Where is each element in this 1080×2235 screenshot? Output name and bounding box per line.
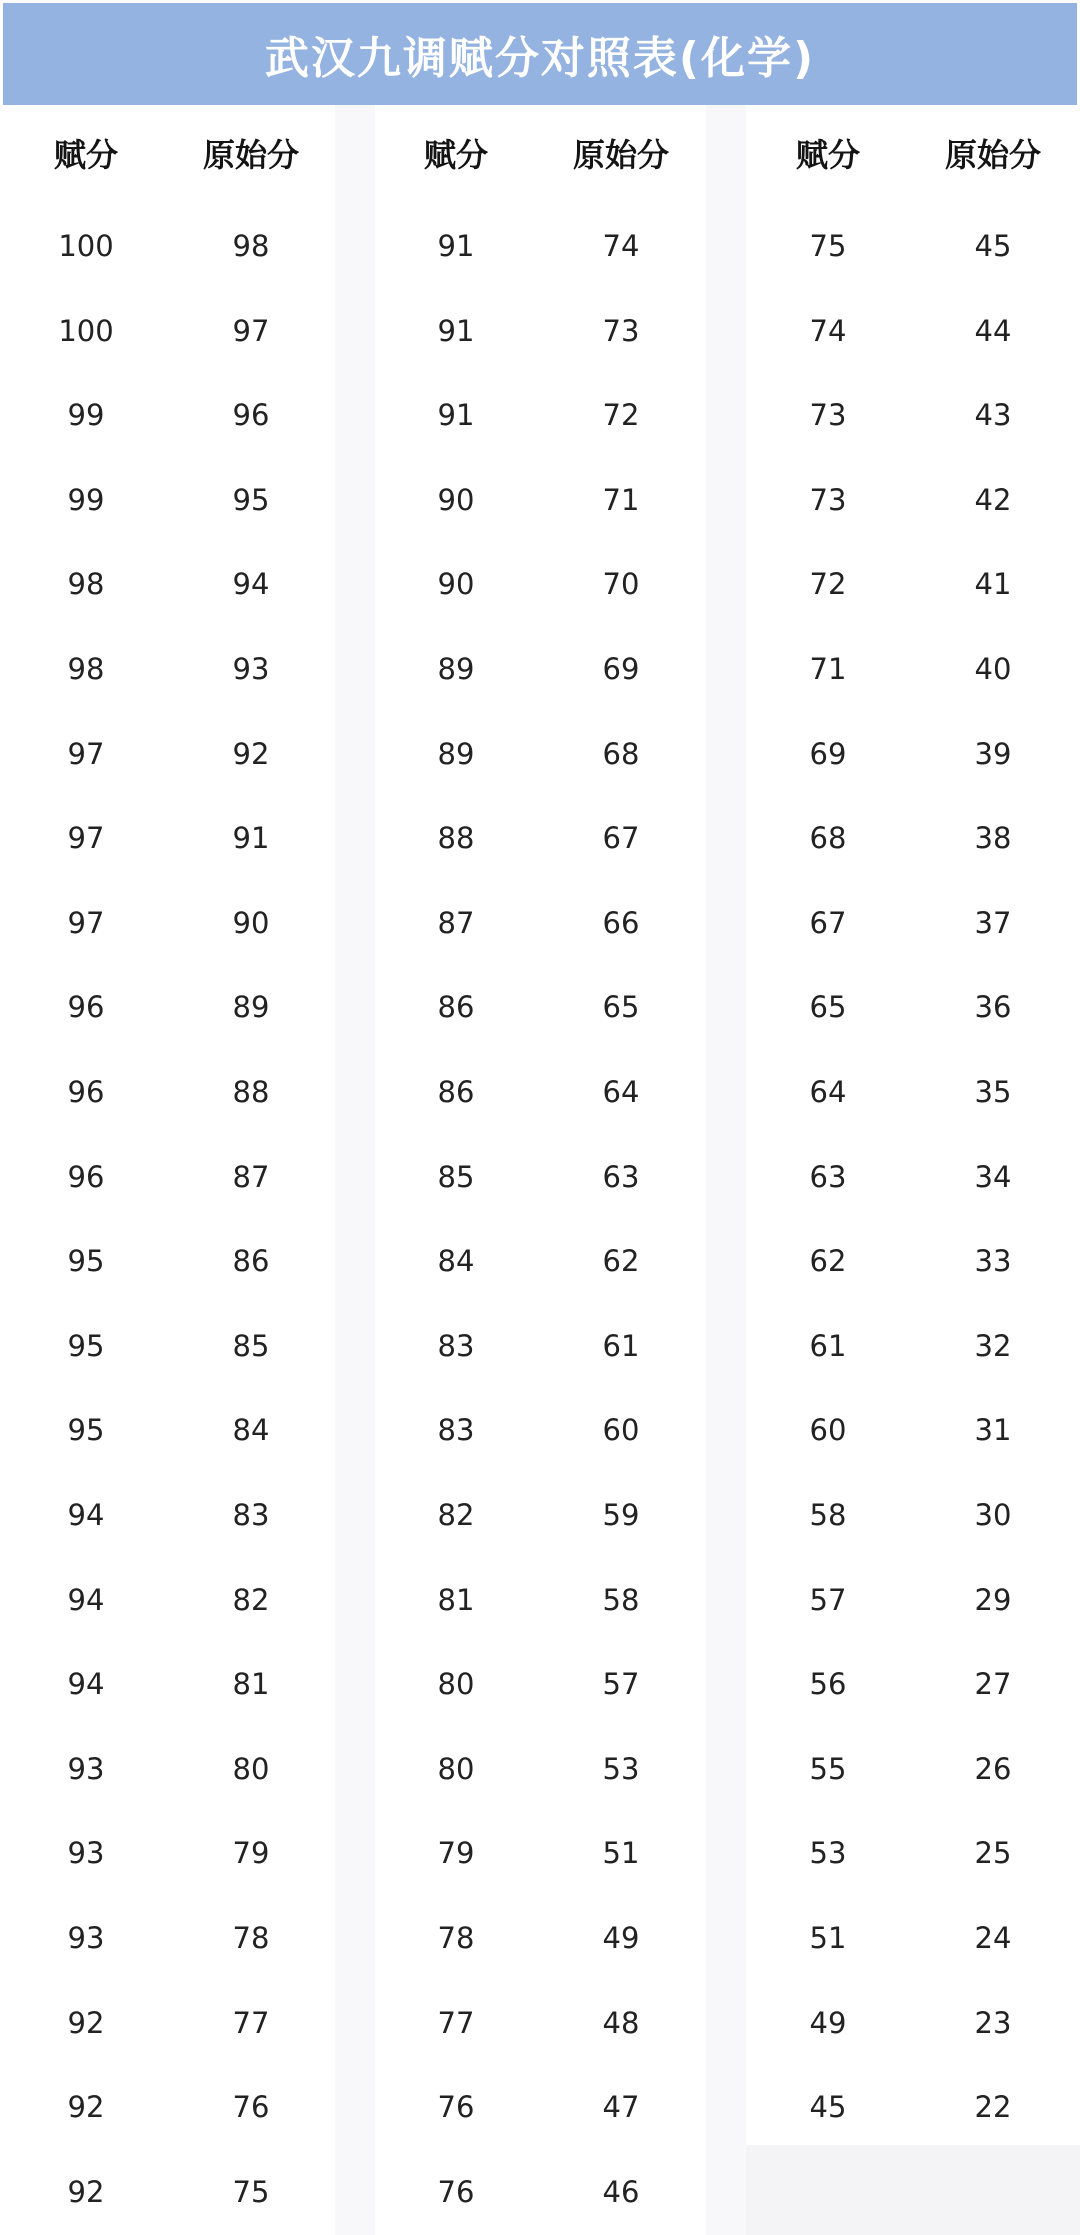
score-cell: 92 xyxy=(67,2006,105,2040)
raw-score-cell: 81 xyxy=(232,1667,270,1701)
raw-score-cell: 97 xyxy=(232,314,270,348)
score-cell: 90 xyxy=(437,567,475,601)
column-gutter xyxy=(706,105,746,2235)
score-cell: 94 xyxy=(67,1667,105,1701)
raw-score-cell: 74 xyxy=(602,229,640,263)
score-cell: 95 xyxy=(67,1413,105,1447)
raw-score-cell: 38 xyxy=(974,821,1012,855)
score-cell: 83 xyxy=(437,1329,475,1363)
raw-score-cell: 41 xyxy=(974,567,1012,601)
raw-score-cell: 59 xyxy=(602,1498,640,1532)
raw-score-cell: 69 xyxy=(602,652,640,686)
score-cell: 90 xyxy=(437,483,475,517)
raw-score-cell: 33 xyxy=(974,1244,1012,1278)
raw-score-cell: 47 xyxy=(602,2090,640,2124)
raw-score-cell: 44 xyxy=(974,314,1012,348)
score-cell: 89 xyxy=(437,652,475,686)
score-cell: 81 xyxy=(437,1583,475,1617)
raw-score-cell: 22 xyxy=(974,2090,1012,2124)
score-cell: 64 xyxy=(809,1075,847,1109)
score-cell: 76 xyxy=(437,2090,475,2124)
score-cell: 97 xyxy=(67,906,105,940)
raw-score-cell: 32 xyxy=(974,1329,1012,1363)
header-raw: 原始分 xyxy=(202,136,299,174)
score-cell: 79 xyxy=(437,1836,475,1870)
score-cell: 86 xyxy=(437,1075,475,1109)
raw-score-cell: 30 xyxy=(974,1498,1012,1532)
score-cell: 65 xyxy=(809,990,847,1024)
raw-score-cell: 61 xyxy=(602,1329,640,1363)
raw-score-cell: 80 xyxy=(232,1752,270,1786)
raw-score-cell: 96 xyxy=(232,398,270,432)
raw-score-cell: 66 xyxy=(602,906,640,940)
raw-score-cell: 46 xyxy=(602,2175,640,2209)
score-cell: 86 xyxy=(437,990,475,1024)
score-cell: 55 xyxy=(809,1752,847,1786)
score-cell: 74 xyxy=(809,314,847,348)
raw-score-cell: 83 xyxy=(232,1498,270,1532)
raw-score-cell: 85 xyxy=(232,1329,270,1363)
score-cell: 94 xyxy=(67,1498,105,1532)
raw-score-cell: 53 xyxy=(602,1752,640,1786)
score-cell: 60 xyxy=(809,1413,847,1447)
score-cell: 99 xyxy=(67,398,105,432)
raw-score-cell: 35 xyxy=(974,1075,1012,1109)
raw-score-cell: 91 xyxy=(232,821,270,855)
raw-score-cell: 98 xyxy=(232,229,270,263)
score-cell: 98 xyxy=(67,567,105,601)
raw-score-cell: 49 xyxy=(602,1921,640,1955)
raw-score-cell: 79 xyxy=(232,1836,270,1870)
raw-score-cell: 64 xyxy=(602,1075,640,1109)
raw-score-cell: 71 xyxy=(602,483,640,517)
header-raw: 原始分 xyxy=(944,136,1041,174)
raw-score-cell: 60 xyxy=(602,1413,640,1447)
header-score: 赋分 xyxy=(53,136,118,174)
header-score: 赋分 xyxy=(423,136,488,174)
raw-score-cell: 25 xyxy=(974,1836,1012,1870)
score-cell: 95 xyxy=(67,1244,105,1278)
score-cell: 73 xyxy=(809,398,847,432)
score-cell: 100 xyxy=(58,314,114,348)
score-cell: 96 xyxy=(67,990,105,1024)
raw-score-cell: 73 xyxy=(602,314,640,348)
raw-score-cell: 40 xyxy=(974,652,1012,686)
raw-score-cell: 84 xyxy=(232,1413,270,1447)
score-cell: 69 xyxy=(809,737,847,771)
raw-score-cell: 24 xyxy=(974,1921,1012,1955)
raw-score-cell: 43 xyxy=(974,398,1012,432)
score-cell: 53 xyxy=(809,1836,847,1870)
raw-score-cell: 48 xyxy=(602,2006,640,2040)
raw-score-cell: 70 xyxy=(602,567,640,601)
title-bar xyxy=(3,3,1077,105)
score-cell: 67 xyxy=(809,906,847,940)
score-cell: 49 xyxy=(809,2006,847,2040)
score-cell: 97 xyxy=(67,737,105,771)
raw-score-cell: 42 xyxy=(974,483,1012,517)
score-cell: 82 xyxy=(437,1498,475,1532)
score-cell: 93 xyxy=(67,1836,105,1870)
raw-score-cell: 39 xyxy=(974,737,1012,771)
raw-score-cell: 23 xyxy=(974,2006,1012,2040)
raw-score-cell: 90 xyxy=(232,906,270,940)
raw-score-cell: 92 xyxy=(232,737,270,771)
score-cell: 68 xyxy=(809,821,847,855)
score-cell: 75 xyxy=(809,229,847,263)
header-score: 赋分 xyxy=(795,136,860,174)
score-cell: 91 xyxy=(437,314,475,348)
raw-score-cell: 82 xyxy=(232,1583,270,1617)
raw-score-cell: 72 xyxy=(602,398,640,432)
raw-score-cell: 57 xyxy=(602,1667,640,1701)
score-cell: 93 xyxy=(67,1752,105,1786)
raw-score-cell: 78 xyxy=(232,1921,270,1955)
score-cell: 73 xyxy=(809,483,847,517)
score-cell: 58 xyxy=(809,1498,847,1532)
score-cell: 71 xyxy=(809,652,847,686)
raw-score-cell: 58 xyxy=(602,1583,640,1617)
raw-score-cell: 29 xyxy=(974,1583,1012,1617)
score-cell: 97 xyxy=(67,821,105,855)
raw-score-cell: 76 xyxy=(232,2090,270,2124)
raw-score-cell: 67 xyxy=(602,821,640,855)
raw-score-cell: 88 xyxy=(232,1075,270,1109)
score-cell: 91 xyxy=(437,398,475,432)
raw-score-cell: 26 xyxy=(974,1752,1012,1786)
score-cell: 72 xyxy=(809,567,847,601)
score-cell: 93 xyxy=(67,1921,105,1955)
raw-score-cell: 87 xyxy=(232,1160,270,1194)
score-cell: 92 xyxy=(67,2090,105,2124)
score-cell: 80 xyxy=(437,1752,475,1786)
raw-score-cell: 95 xyxy=(232,483,270,517)
raw-score-cell: 51 xyxy=(602,1836,640,1870)
score-cell: 80 xyxy=(437,1667,475,1701)
header-raw: 原始分 xyxy=(572,136,669,174)
score-cell: 88 xyxy=(437,821,475,855)
raw-score-cell: 94 xyxy=(232,567,270,601)
score-cell: 77 xyxy=(437,2006,475,2040)
score-cell: 78 xyxy=(437,1921,475,1955)
raw-score-cell: 62 xyxy=(602,1244,640,1278)
score-cell: 76 xyxy=(437,2175,475,2209)
raw-score-cell: 75 xyxy=(232,2175,270,2209)
score-cell: 85 xyxy=(437,1160,475,1194)
score-cell: 84 xyxy=(437,1244,475,1278)
raw-score-cell: 36 xyxy=(974,990,1012,1024)
empty-cell-area xyxy=(746,2145,1080,2235)
score-cell: 99 xyxy=(67,483,105,517)
raw-score-cell: 31 xyxy=(974,1413,1012,1447)
raw-score-cell: 34 xyxy=(974,1160,1012,1194)
score-cell: 92 xyxy=(67,2175,105,2209)
score-cell: 56 xyxy=(809,1667,847,1701)
raw-score-cell: 93 xyxy=(232,652,270,686)
raw-score-cell: 89 xyxy=(232,990,270,1024)
page-title: 武汉九调赋分对照表(化学) xyxy=(264,33,816,84)
score-cell: 89 xyxy=(437,737,475,771)
column-gutter xyxy=(335,105,375,2235)
score-cell: 87 xyxy=(437,906,475,940)
score-cell: 96 xyxy=(67,1160,105,1194)
score-cell: 63 xyxy=(809,1160,847,1194)
score-cell: 61 xyxy=(809,1329,847,1363)
score-cell: 91 xyxy=(437,229,475,263)
score-cell: 45 xyxy=(809,2090,847,2124)
score-cell: 62 xyxy=(809,1244,847,1278)
raw-score-cell: 68 xyxy=(602,737,640,771)
raw-score-cell: 63 xyxy=(602,1160,640,1194)
raw-score-cell: 37 xyxy=(974,906,1012,940)
score-cell: 51 xyxy=(809,1921,847,1955)
score-cell: 94 xyxy=(67,1583,105,1617)
raw-score-cell: 65 xyxy=(602,990,640,1024)
score-cell: 100 xyxy=(58,229,114,263)
score-cell: 57 xyxy=(809,1583,847,1617)
raw-score-cell: 86 xyxy=(232,1244,270,1278)
raw-score-cell: 45 xyxy=(974,229,1012,263)
score-cell: 98 xyxy=(67,652,105,686)
score-cell: 96 xyxy=(67,1075,105,1109)
score-cell: 83 xyxy=(437,1413,475,1447)
raw-score-cell: 27 xyxy=(974,1667,1012,1701)
score-cell: 95 xyxy=(67,1329,105,1363)
raw-score-cell: 77 xyxy=(232,2006,270,2040)
